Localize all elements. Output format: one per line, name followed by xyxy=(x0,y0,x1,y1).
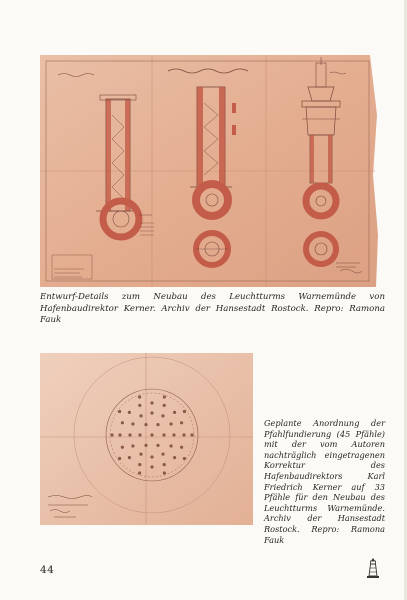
pile-mark xyxy=(180,421,183,424)
pile-mark xyxy=(131,444,134,447)
pile-mark xyxy=(163,395,166,398)
lighthouse-icon xyxy=(366,557,380,579)
pile-mark xyxy=(170,444,173,447)
pile-mark xyxy=(150,433,153,436)
pile-mark xyxy=(150,455,153,458)
pile-mark xyxy=(150,401,153,404)
pile-mark xyxy=(110,433,113,436)
pile-mark xyxy=(190,433,193,436)
pile-mark xyxy=(118,433,121,436)
pile-mark xyxy=(172,433,175,436)
pile-mark xyxy=(163,471,166,474)
pile-mark xyxy=(182,433,185,436)
pile-mark xyxy=(121,421,124,424)
pile-mark xyxy=(118,457,121,460)
pile-mark xyxy=(138,433,141,436)
figure1-caption: Entwurf-Details zum Neubau des Leuchtturms Warnemünde von Hafenbaudirektor Kerner. Archiv der Hansestadt Rostock. Repro: Ramona Fauk xyxy=(40,292,385,325)
pile-mark xyxy=(150,411,153,414)
pile-mark xyxy=(139,453,142,456)
pile-mark xyxy=(163,404,166,407)
pile-mark xyxy=(128,456,131,459)
pile-mark xyxy=(173,456,176,459)
pile-mark xyxy=(180,446,183,449)
pile-mark xyxy=(162,433,165,436)
pile-mark xyxy=(139,414,142,417)
pile-mark xyxy=(156,423,159,426)
pile-mark xyxy=(161,453,164,456)
pile-mark xyxy=(144,423,147,426)
pile-mark xyxy=(128,433,131,436)
pile-mark xyxy=(156,444,159,447)
pile-mark xyxy=(144,444,147,447)
lighthouse-design-drawing xyxy=(40,55,385,287)
figure2-caption: Geplante Anordnung der Pfahlfundierung (45 Pfähle) mit der vom Autoren nachträglich eingetragenen Korrektur des Hafenbaudirektors Karl Friedrich Kerner auf 33 Pfähle für den Neubau des Leuchtturms Warnemünde. Archiv der Hansestadt Rostock. Repro: Ramona Fauk xyxy=(264,418,385,545)
pile-mark xyxy=(138,471,141,474)
pile-mark xyxy=(121,446,124,449)
pile-mark xyxy=(128,411,131,414)
pile-mark xyxy=(138,395,141,398)
pile-mark xyxy=(183,457,186,460)
pile-mark xyxy=(138,463,141,466)
page-number: 44 xyxy=(40,564,55,576)
pile-mark xyxy=(170,422,173,425)
pile-mark xyxy=(183,410,186,413)
pile-mark xyxy=(138,404,141,407)
pile-mark xyxy=(131,422,134,425)
pile-mark xyxy=(173,411,176,414)
pile-foundation-drawing xyxy=(40,353,253,525)
pile-mark xyxy=(150,465,153,468)
pile-mark xyxy=(163,463,166,466)
pile-mark xyxy=(161,414,164,417)
pile-mark xyxy=(118,410,121,413)
